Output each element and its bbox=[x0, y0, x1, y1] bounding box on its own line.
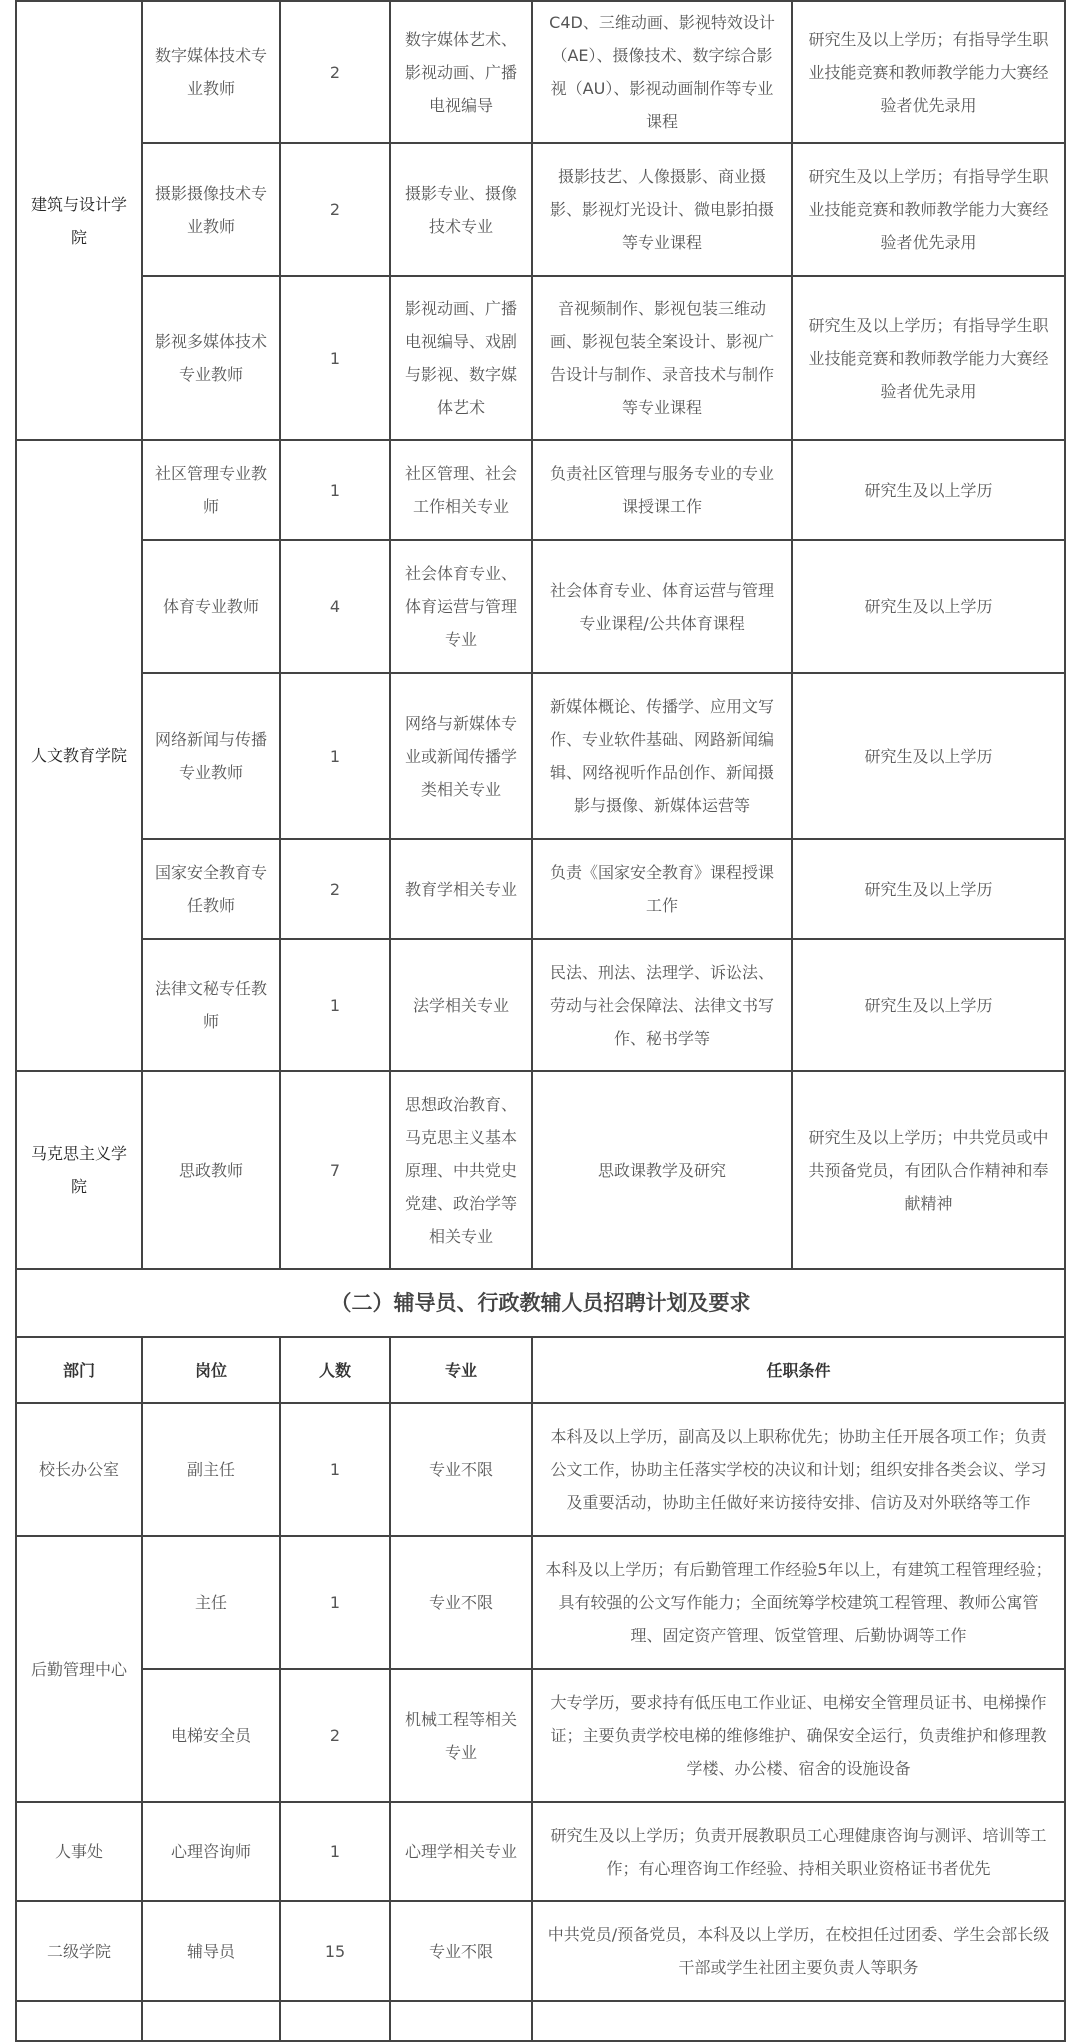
major-cell: 心理学相关专业 bbox=[390, 1802, 532, 1901]
duty-cell: 民法、刑法、法理学、诉讼法、劳动与社会保障法、法律文书写作、秘书学等 bbox=[532, 939, 792, 1071]
major-cell: 网络与新媒体专业或新闻传播学类相关专业 bbox=[390, 673, 532, 839]
duty-cell: 负责社区管理与服务专业的专业课授课工作 bbox=[532, 440, 792, 540]
major-cell: 专业不限 bbox=[390, 1403, 532, 1536]
post-cell: 国家安全教育专任教师 bbox=[142, 839, 280, 939]
requirement-cell: 研究生及以上学历 bbox=[792, 440, 1065, 540]
post-cell: 思政教师 bbox=[142, 1071, 280, 1269]
dept-cell: 二级学院 bbox=[16, 1901, 142, 2001]
duty-cell: 摄影技艺、人像摄影、商业摄影、影视灯光设计、微电影拍摄等专业课程 bbox=[532, 143, 792, 276]
dept-cell: 人事处 bbox=[16, 1802, 142, 1901]
post-cell: 电梯安全员 bbox=[142, 1669, 280, 1802]
table-row bbox=[16, 440, 1065, 540]
header-row bbox=[16, 1337, 1065, 1403]
requirement-cell: 本科及以上学历，副高及以上职称优先；协助主任开展各项工作；负责公文工作，协助主任落实学校的决议和计划；组织安排各类会议、学习及重要活动，协助主任做好来访接待安排、信访及对外联络等工作 bbox=[532, 1403, 1065, 1536]
table-row-partial bbox=[16, 2001, 1065, 2041]
major-cell: 思想政治教育、马克思主义基本原理、中共党史党建、政治学等相关专业 bbox=[390, 1071, 532, 1269]
table-row bbox=[16, 939, 1065, 1071]
post-cell: 主任 bbox=[142, 1536, 280, 1669]
major-cell: 社区管理、社会工作相关专业 bbox=[390, 440, 532, 540]
dept-cell: 后勤管理中心 bbox=[16, 1536, 142, 1802]
major-cell: 社会体育专业、体育运营与管理专业 bbox=[390, 540, 532, 673]
duty-cell: 社会体育专业、体育运营与管理专业课程/公共体育课程 bbox=[532, 540, 792, 673]
requirement-cell: 研究生及以上学历 bbox=[792, 939, 1065, 1071]
post-cell: 影视多媒体技术专业教师 bbox=[142, 276, 280, 440]
duty-cell: 思政课教学及研究 bbox=[532, 1071, 792, 1269]
major-cell: 专业不限 bbox=[390, 1901, 532, 2001]
post-cell: 体育专业教师 bbox=[142, 540, 280, 673]
table-row bbox=[16, 1802, 1065, 1901]
count-cell: 1 bbox=[280, 1802, 390, 1901]
count-cell: 2 bbox=[280, 1, 390, 143]
major-cell: 教育学相关专业 bbox=[390, 839, 532, 939]
table-row bbox=[16, 839, 1065, 939]
major-cell: 机械工程等相关专业 bbox=[390, 1669, 532, 1802]
count-cell: 7 bbox=[280, 1071, 390, 1269]
post-cell: 网络新闻与传播专业教师 bbox=[142, 673, 280, 839]
count-cell: 2 bbox=[280, 839, 390, 939]
duty-cell: 新媒体概论、传播学、应用文写作、专业软件基础、网路新闻编辑、网络视听作品创作、新闻摄影与摄像、新媒体运营等 bbox=[532, 673, 792, 839]
post-cell: 摄影摄像技术专业教师 bbox=[142, 143, 280, 276]
post-cell: 法律文秘专任教师 bbox=[142, 939, 280, 1071]
table-row bbox=[16, 540, 1065, 673]
table-row bbox=[16, 1, 1065, 143]
post-cell: 副主任 bbox=[142, 1403, 280, 1536]
table-row bbox=[16, 1669, 1065, 1802]
count-cell: 1 bbox=[280, 276, 390, 440]
count-cell: 1 bbox=[280, 1536, 390, 1669]
header-post: 岗位 bbox=[142, 1337, 280, 1403]
post-cell: 社区管理专业教师 bbox=[142, 440, 280, 540]
requirement-cell: 研究生及以上学历；有指导学生职业技能竞赛和教师教学能力大赛经验者优先录用 bbox=[792, 276, 1065, 440]
requirement-cell: 大专学历，要求持有低压电工作业证、电梯安全管理员证书、电梯操作证；主要负责学校电梯的维修维护、确保安全运行，负责维护和修理教学楼、办公楼、宿舍的设施设备 bbox=[532, 1669, 1065, 1802]
count-cell: 1 bbox=[280, 440, 390, 540]
count-cell: 2 bbox=[280, 1669, 390, 1802]
post-cell: 心理咨询师 bbox=[142, 1802, 280, 1901]
empty-cell bbox=[390, 2001, 532, 2041]
dept-cell: 马克思主义学院 bbox=[16, 1071, 142, 1269]
header-requirement: 任职条件 bbox=[532, 1337, 1065, 1403]
table-row bbox=[16, 143, 1065, 276]
post-cell: 数字媒体技术专业教师 bbox=[142, 1, 280, 143]
requirement-cell: 研究生及以上学历；有指导学生职业技能竞赛和教师教学能力大赛经验者优先录用 bbox=[792, 1, 1065, 143]
requirement-cell: 研究生及以上学历 bbox=[792, 540, 1065, 673]
requirement-cell: 本科及以上学历；有后勤管理工作经验5年以上，有建筑工程管理经验；具有较强的公文写作能力；全面统筹学校建筑工程管理、教师公寓管理、固定资产管理、饭堂管理、后勤协调等工作 bbox=[532, 1536, 1065, 1669]
requirement-cell: 研究生及以上学历；负责开展教职员工心理健康咨询与测评、培训等工作；有心理咨询工作经验、持相关职业资格证书者优先 bbox=[532, 1802, 1065, 1901]
count-cell: 1 bbox=[280, 939, 390, 1071]
empty-cell bbox=[280, 2001, 390, 2041]
major-cell: 数字媒体艺术、影视动画、广播电视编导 bbox=[390, 1, 532, 143]
empty-cell bbox=[532, 2001, 1065, 2041]
post-cell: 辅导员 bbox=[142, 1901, 280, 2001]
count-cell: 15 bbox=[280, 1901, 390, 2001]
empty-cell bbox=[16, 2001, 142, 2041]
section-title-row bbox=[16, 1269, 1065, 1337]
header-count: 人数 bbox=[280, 1337, 390, 1403]
table-row bbox=[16, 1403, 1065, 1536]
duty-cell: C4D、三维动画、影视特效设计（AE）、摄像技术、数字综合影视（AU）、影视动画制作等专业课程 bbox=[532, 1, 792, 143]
count-cell: 1 bbox=[280, 673, 390, 839]
table-row bbox=[16, 1536, 1065, 1669]
major-cell: 法学相关专业 bbox=[390, 939, 532, 1071]
recruitment-table bbox=[15, 0, 1066, 2042]
count-cell: 4 bbox=[280, 540, 390, 673]
duty-cell: 负责《国家安全教育》课程授课工作 bbox=[532, 839, 792, 939]
requirement-cell: 中共党员/预备党员，本科及以上学历，在校担任过团委、学生会部长级干部或学生社团主要负责人等职务 bbox=[532, 1901, 1065, 2001]
major-cell: 影视动画、广播电视编导、戏剧与影视、数字媒体艺术 bbox=[390, 276, 532, 440]
table-row bbox=[16, 1071, 1065, 1269]
duty-cell: 音视频制作、影视包装三维动画、影视包装全案设计、影视广告设计与制作、录音技术与制作等专业课程 bbox=[532, 276, 792, 440]
requirement-cell: 研究生及以上学历 bbox=[792, 839, 1065, 939]
table-row bbox=[16, 673, 1065, 839]
header-dept: 部门 bbox=[16, 1337, 142, 1403]
table-row bbox=[16, 276, 1065, 440]
empty-cell bbox=[142, 2001, 280, 2041]
requirement-cell: 研究生及以上学历；有指导学生职业技能竞赛和教师教学能力大赛经验者优先录用 bbox=[792, 143, 1065, 276]
table-row bbox=[16, 1901, 1065, 2001]
major-cell: 专业不限 bbox=[390, 1536, 532, 1669]
header-major: 专业 bbox=[390, 1337, 532, 1403]
requirement-cell: 研究生及以上学历；中共党员或中共预备党员，有团队合作精神和奉献精神 bbox=[792, 1071, 1065, 1269]
dept-cell: 校长办公室 bbox=[16, 1403, 142, 1536]
dept-cell: 人文教育学院 bbox=[16, 440, 142, 1071]
section-title: （二）辅导员、行政教辅人员招聘计划及要求 bbox=[16, 1269, 1065, 1337]
requirement-cell: 研究生及以上学历 bbox=[792, 673, 1065, 839]
count-cell: 2 bbox=[280, 143, 390, 276]
dept-cell: 建筑与设计学院 bbox=[16, 1, 142, 440]
recruitment-table-container bbox=[15, 0, 1064, 2042]
count-cell: 1 bbox=[280, 1403, 390, 1536]
major-cell: 摄影专业、摄像技术专业 bbox=[390, 143, 532, 276]
